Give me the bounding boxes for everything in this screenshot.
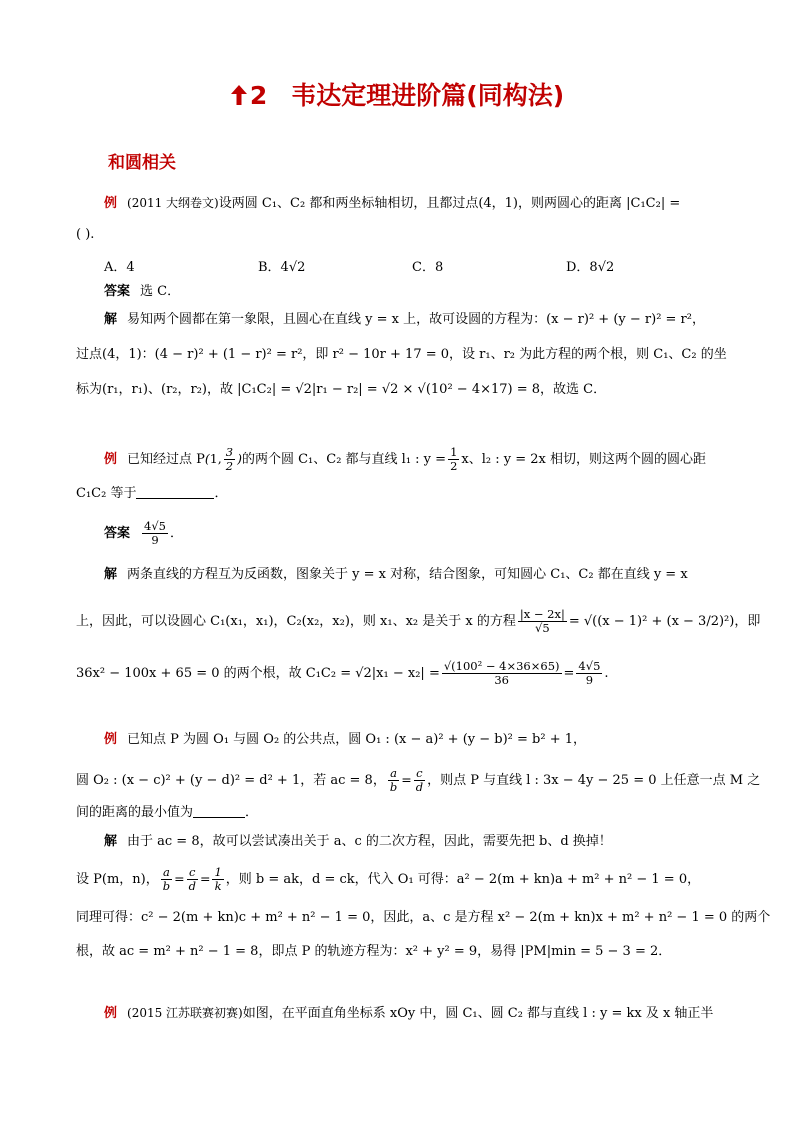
example-3-line-3: 间的距离的最小值为 ． — [76, 805, 259, 820]
answer-label: 答案 — [104, 526, 131, 541]
answer-fraction: $\frac{4√5}{9}$ — [144, 519, 166, 547]
example-4-line-1: 例 (2015 江苏联赛初赛)如图，在平面直角坐标系 xOy 中，圆 C₁、圆 C₂ 都与直线 l : y = kx 及 x 轴正半 — [104, 1006, 714, 1021]
example-1-solution-3: 标为(r₁，r₁)、(r₂，r₂)，故 |C₁C₂| = √2|r₁ − r₂| = √2 × √(10² − 4×17) = 8，故选 C． — [76, 382, 607, 397]
solution-label: 解 — [104, 834, 118, 849]
option-c: C．8 — [412, 260, 444, 275]
solution-label: 解 — [104, 312, 118, 327]
example-2-line-1: 例 已知经过点 P(1, $\frac{3}{2}$ )的两个圆 C₁、C₂ 都与直线 l₁ : y = $\frac{1}{2}$ x、l₂ : y = 2x 相切，则这两个圆的圆心距 — [104, 445, 706, 473]
result-fraction: $\frac{4√5}{9}$ — [578, 659, 601, 687]
ratio-k: $\frac{a}{b}$ = $\frac{c}{d}$ = $\frac{1}{k}$ — [162, 865, 222, 893]
example-1-line-2: ( ). — [76, 227, 95, 242]
example-label: 例 — [104, 732, 118, 747]
example-2-solution-3: 36x² − 100x + 65 = 0 的两个根，故 C₁C₂ = √2|x₁ − x₂| = $\frac{\text{√(100² − 4×36×65)}}{36}$ = $\frac{4√5}{9}$ . — [76, 659, 609, 687]
example-1-text: 设两圆 C₁、C₂ 都和两坐标轴相切，且都过点(4，1)，则两圆心的距离 |C₁C₂| = — [218, 196, 681, 211]
example-2-solution-2: 上，因此，可以设圆心 C₁(x₁，x₁)，C₂(x₂，x₂)，则 x₁、x₂ 是关于 x 的方程 $\frac{|x - 2x|}{√5}$ = √((x − 1)² + (x − 3/2)²)，即 — [76, 607, 761, 635]
answer-blank — [136, 498, 214, 499]
example-1-solution-2: 过点(4，1)：(4 − r)² + (1 − r)² = r²，即 r² − 10r + 17 = 0，设 r₁、r₂ 为此方程的两个根，则 C₁、C₂ 的坐 — [76, 347, 727, 362]
example-3-solution-2: 设 P(m，n)， $\frac{a}{b}$ = $\frac{c}{d}$ = $\frac{1}{k}$ ，则 b = ak，d = ck，代入 O₁ 可得：a² − 2(m + kn)a + m² + n² − 1 = 0， — [76, 865, 701, 893]
title-number: 2 — [249, 81, 268, 110]
root-fraction: $\frac{\text{√(100² − 4×36×65)}}{36}$ — [443, 659, 560, 687]
example-2-solution-1: 解 两条直线的方程互为反函数，图象关于 y = x 对称，结合图象，可知圆心 C₁、C₂ 都在直线 y = x — [104, 567, 688, 582]
example-3-solution-3: 同理可得：c² − 2(m + kn)c + m² + n² − 1 = 0，因此，a、c 是方程 x² − 2(m + kn)x + m² + n² − 1 = 0 的两个 — [76, 910, 771, 925]
example-label: 例 — [104, 1006, 118, 1021]
fraction-one-half: $\frac{1}{2}$ — [450, 445, 458, 473]
example-source: (2015 江苏联赛初赛) — [127, 1006, 243, 1020]
example-2-line-2: C₁C₂ 等于 ． — [76, 486, 228, 501]
example-2-answer: 答案 $\frac{4√5}{9}$ ． — [104, 519, 183, 547]
ratio-condition: $\frac{a}{b}$ = $\frac{c}{d}$ — [389, 766, 424, 794]
answer-label: 答案 — [104, 284, 131, 299]
answer-blank — [193, 817, 245, 818]
page-title — [0, 76, 794, 112]
example-label: 例 — [104, 452, 118, 467]
solution-label: 解 — [104, 567, 118, 582]
distance-fraction: $\frac{|x - 2x|}{√5}$ — [519, 607, 565, 635]
answer-text: 选 C． — [140, 284, 181, 299]
title-text: 韦达定理进阶篇(同构法) — [291, 81, 565, 110]
option-a: A．4 — [104, 260, 135, 275]
point-p-coordinates: (1, $\frac{3}{2}$ ) — [204, 445, 242, 473]
example-3-line-2: 圆 O₂ : (x − c)² + (y − d)² = d² + 1，若 ac = 8， $\frac{a}{b}$ = $\frac{c}{d}$ ，则点 P 与直线 l : 3x − 4y − 25 = 0 上任意一点 M 之 — [76, 766, 761, 794]
example-label: 例 — [104, 196, 118, 211]
example-1-answer — [104, 283, 750, 301]
example-1-solution-1: 解 易知两个圆都在第一象限，且圆心在直线 y = x 上，故可设圆的方程为：(x − r)² + (y − r)² = r²， — [104, 312, 705, 327]
section-heading: 和圆相关 — [108, 153, 176, 173]
example-3-solution-4: 根，故 ac = m² + n² − 1 = 8，即点 P 的轨迹方程为：x² + y² = 9，易得 |PM|min = 5 − 3 = 2． — [76, 944, 672, 959]
example-3-solution-1: 解 由于 ac = 8，故可以尝试凑出关于 a、c 的二次方程，因此，需要先把 b、d 换掉！ — [104, 834, 612, 849]
example-source: (2011 大纲卷文) — [127, 196, 219, 210]
example-3-line-1: 例 已知点 P 为圆 O₁ 与圆 O₂ 的公共点，圆 O₁ : (x − a)² + (y − b)² = b² + 1， — [104, 732, 586, 747]
up-arrow-icon — [230, 83, 248, 112]
option-b: B．4√2 — [258, 260, 306, 275]
option-d: D．8√2 — [566, 260, 615, 275]
example-1-line-1 — [104, 194, 750, 213]
